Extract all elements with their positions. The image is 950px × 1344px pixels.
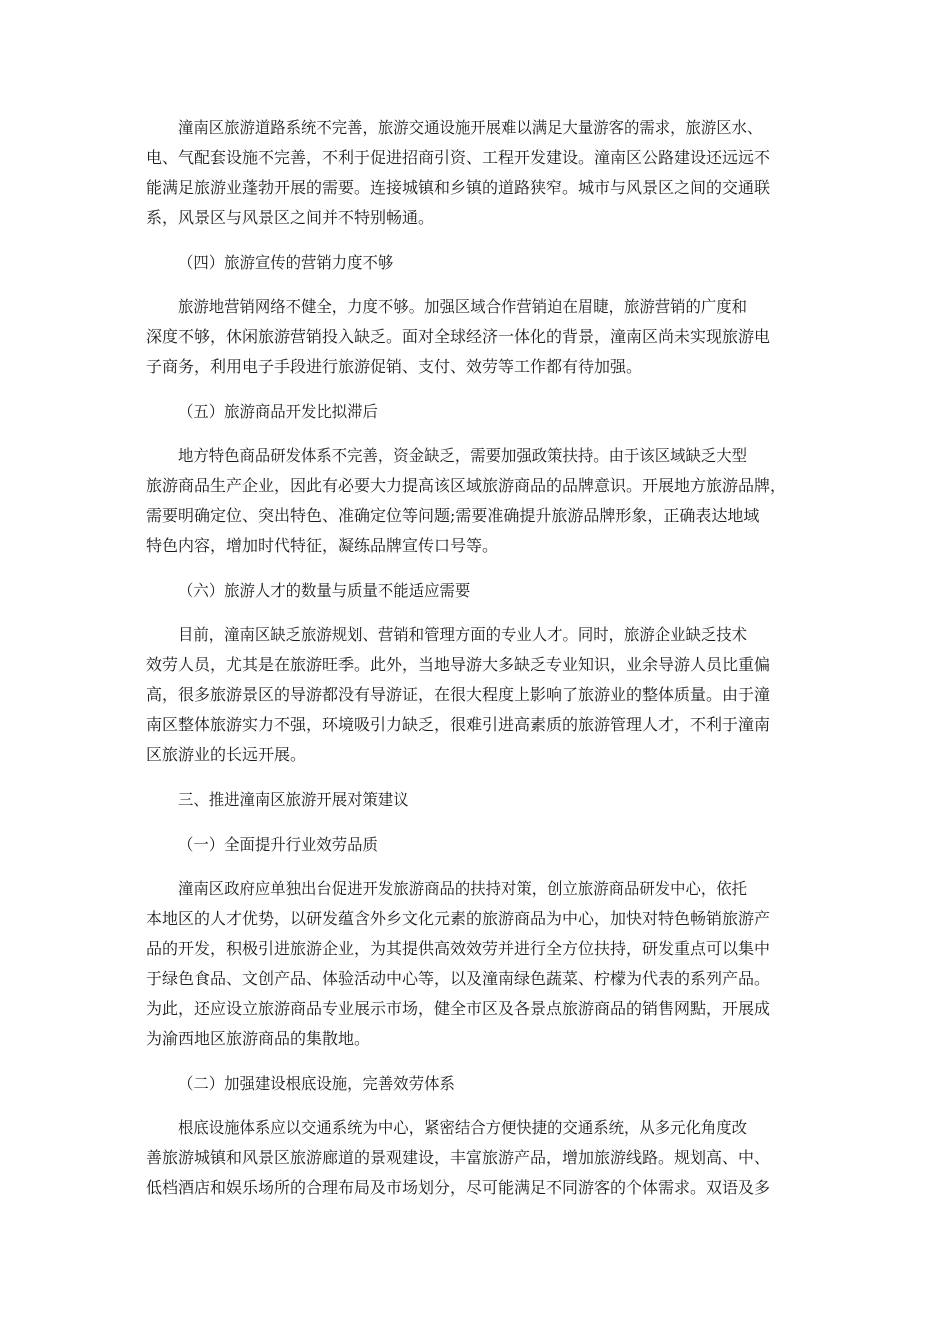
subheading: （六）旅游人才的数量与质量不能适应需要	[178, 581, 471, 600]
section-heading: 三、推进潼南区旅游开展对策建议	[178, 790, 409, 809]
paragraph-line: 区旅游业的长远开展。	[146, 745, 307, 764]
paragraph-line: 效劳人员，尤其是在旅游旺季。此外，当地导游大多缺乏专业知识，业余导游人员比重偏	[146, 655, 771, 674]
paragraph-line: 旅游地营销网络不健全，力度不够。加强区域合作营销迫在眉睫，旅游营销的广度和	[178, 297, 748, 316]
paragraph-line: 为此，还应设立旅游商品专业展示市场，健全市区及各景点旅游商品的销售网點，开展成	[146, 999, 771, 1018]
subheading: （四）旅游宣传的营销力度不够	[178, 253, 394, 272]
paragraph-line: 潼南区政府应单独出台促进开发旅游商品的扶持对策，创立旅游商品研发中心，依托	[178, 879, 748, 898]
paragraph-line: 品的开发，积极引进旅游企业，为其提供高效效劳并进行全方位扶持，研发重点可以集中	[146, 939, 771, 958]
paragraph-line: 系，风景区与风景区之间并不特别畅通。	[146, 208, 435, 227]
paragraph-line: 旅游商品生产企业，因此有必要大力提高该区域旅游商品的品牌意识。开展地方旅游品牌，	[146, 476, 787, 495]
subheading: （一）全面提升行业效劳品质	[178, 835, 378, 854]
paragraph-line: 高，很多旅游景区的导游都没有导游证，在很大程度上影响了旅游业的整体质量。由于潼	[146, 685, 771, 704]
paragraph-line: 善旅游城镇和风景区旅游廊道的景观建设，丰富旅游产品，增加旅游线路。规划高、中、	[146, 1148, 771, 1167]
paragraph-line: 于绿色食品、文创产品、体验活动中心等，以及潼南绿色蔬菜、柠檬为代表的系列产品。	[146, 969, 771, 988]
paragraph-line: 特色内容，增加时代特征，凝练品牌宣传口号等。	[146, 536, 499, 555]
paragraph-line: 为渝西地区旅游商品的集散地。	[146, 1029, 371, 1048]
paragraph-line: 根底设施体系应以交通系统为中心，紧密结合方便快捷的交通系统，从多元化角度改	[178, 1118, 748, 1137]
paragraph-line: 本地区的人才优势，以研发蕴含外乡文化元素的旅游商品为中心，加快对特色畅销旅游产	[146, 909, 771, 928]
paragraph-line: 深度不够，休闲旅游营销投入缺乏。面对全球经济一体化的背景，潼南区尚未实现旅游电	[146, 327, 771, 346]
paragraph-line: 子商务，利用电子手段进行旅游促销、支付、效劳等工作都有待加强。	[146, 357, 643, 376]
paragraph-line: 电、气配套设施不完善，不利于促进招商引资、工程开发建设。潼南区公路建设还远远不	[146, 148, 771, 167]
paragraph-line: 潼南区旅游道路系统不完善，旅游交通设施开展难以满足大量游客的需求，旅游区水、	[178, 118, 763, 137]
paragraph-line: 需要明确定位、突出特色、准确定位等问题;需要准确提升旅游品牌形象，正确表达地域	[146, 506, 760, 525]
paragraph-line: 地方特色商品研发体系不完善，资金缺乏，需要加强政策扶持。由于该区域缺乏大型	[178, 446, 748, 465]
paragraph-line: 南区整体旅游实力不强，环境吸引力缺乏，很难引进高素质的旅游管理人才，不利于潼南	[146, 715, 771, 734]
paragraph-line: 目前，潼南区缺乏旅游规划、营销和管理方面的专业人才。同时，旅游企业缺乏技术	[178, 625, 748, 644]
subheading: （五）旅游商品开发比拟滞后	[178, 402, 378, 421]
paragraph-line: 能满足旅游业蓬勃开展的需要。连接城镇和乡镇的道路狭窄。城市与风景区之间的交通联	[146, 178, 771, 197]
paragraph-line: 低档酒店和娱乐场所的合理布局及市场划分，尽可能满足不同游客的个体需求。双语及多	[146, 1178, 771, 1197]
subheading: （二）加强建设根底设施，完善效劳体系	[178, 1074, 455, 1093]
